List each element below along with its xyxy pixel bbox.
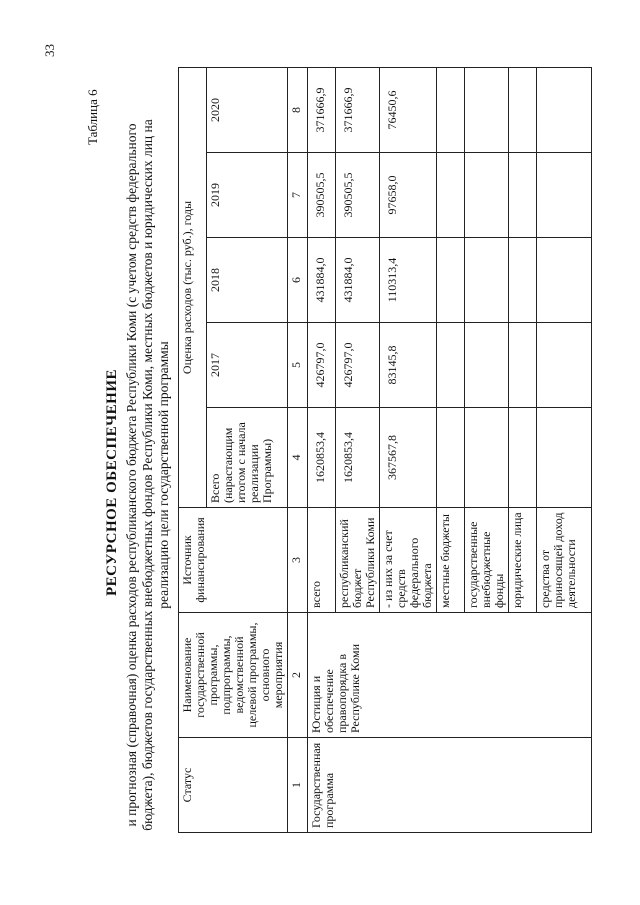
header-source: Источник финансирования bbox=[179, 508, 288, 613]
total-cell bbox=[509, 408, 537, 508]
header-2017: 2017 bbox=[207, 323, 288, 408]
header-2018: 2018 bbox=[207, 238, 288, 323]
y2017-cell bbox=[509, 323, 537, 408]
header-2020: 2020 bbox=[207, 67, 288, 152]
y2018-cell: 110313,4 bbox=[380, 238, 437, 323]
source-cell: средства от приносящей доход деятельности bbox=[537, 508, 592, 613]
y2020-cell bbox=[465, 67, 509, 152]
document-subtitle: и прогнозная (справочная) оценка расходов республиканского бюджета Республики Коми (с учетом средств федерального бюджета), бюджетов государственных внебюджетных фондов Республики Коми, местных бюджетов и юридических лиц на реализацию цели государственной программы bbox=[124, 119, 171, 831]
total-cell: 1620853,4 bbox=[308, 408, 336, 508]
y2018-cell bbox=[537, 238, 592, 323]
source-cell: республиканский бюджет Республики Коми bbox=[336, 508, 380, 613]
col-number: 6 bbox=[288, 238, 308, 323]
y2019-cell bbox=[465, 153, 509, 238]
resource-table bbox=[178, 67, 592, 833]
y2019-cell: 390505,5 bbox=[308, 153, 336, 238]
y2018-cell bbox=[437, 238, 465, 323]
y2020-cell: 76450,6 bbox=[380, 67, 437, 152]
document-title: РЕСУРСНОЕ ОБЕСПЕЧЕНИЕ bbox=[104, 368, 120, 597]
rotated-page bbox=[0, 44, 640, 905]
col-number: 8 bbox=[288, 67, 308, 152]
col-number: 7 bbox=[288, 153, 308, 238]
y2020-cell bbox=[437, 67, 465, 152]
y2017-cell bbox=[437, 323, 465, 408]
y2020-cell: 371666,9 bbox=[308, 67, 336, 152]
source-cell: местные бюджеты bbox=[437, 508, 465, 613]
col-number: 5 bbox=[288, 323, 308, 408]
total-cell: 1620853,4 bbox=[336, 408, 380, 508]
header-status: Статус bbox=[179, 738, 288, 833]
table-tag: Таблица 6 bbox=[85, 89, 100, 145]
y2020-cell bbox=[537, 67, 592, 152]
source-cell: юридические лица bbox=[509, 508, 537, 613]
total-cell bbox=[465, 408, 509, 508]
y2017-cell: 83145,8 bbox=[380, 323, 437, 408]
y2019-cell: 390505,5 bbox=[336, 153, 380, 238]
y2017-cell: 426797,0 bbox=[336, 323, 380, 408]
total-cell bbox=[437, 408, 465, 508]
y2017-cell bbox=[537, 323, 592, 408]
col-number: 2 bbox=[288, 613, 308, 738]
y2017-cell: 426797,0 bbox=[308, 323, 336, 408]
total-cell: 367567,8 bbox=[380, 408, 437, 508]
col-number: 1 bbox=[288, 738, 308, 833]
y2018-cell: 431884,0 bbox=[336, 238, 380, 323]
y2017-cell bbox=[465, 323, 509, 408]
y2018-cell: 431884,0 bbox=[308, 238, 336, 323]
col-number: 3 bbox=[288, 508, 308, 613]
source-cell: государственные внебюджетные фонды bbox=[465, 508, 509, 613]
page-number: 33 bbox=[42, 44, 57, 57]
y2020-cell bbox=[509, 67, 537, 152]
y2018-cell bbox=[509, 238, 537, 323]
y2019-cell: 97658,0 bbox=[380, 153, 437, 238]
status-cell: Государственная программа bbox=[308, 738, 592, 833]
col-number: 4 bbox=[288, 408, 308, 508]
y2019-cell bbox=[537, 153, 592, 238]
source-cell: - из них за счет средств федерального бюджета bbox=[380, 508, 437, 613]
source-cell: всего bbox=[308, 508, 336, 613]
header-estimate: Оценка расходов (тыс. руб.), годы bbox=[179, 67, 207, 507]
header-total: Всего (нарастающим итогом с начала реализации Программы) bbox=[207, 408, 288, 508]
y2019-cell bbox=[509, 153, 537, 238]
program-name-cell: Юстиция и обеспечение правопорядка в Республике Коми bbox=[308, 613, 592, 738]
column-numbers-row bbox=[288, 67, 308, 832]
y2019-cell bbox=[437, 153, 465, 238]
header-name: Наименование государственной программы, подпрограммы, ведомственной целевой программы, основного мероприятия bbox=[179, 613, 288, 738]
total-cell bbox=[537, 408, 592, 508]
y2020-cell: 371666,9 bbox=[336, 67, 380, 152]
y2018-cell bbox=[465, 238, 509, 323]
header-2019: 2019 bbox=[207, 153, 288, 238]
table-row bbox=[308, 67, 336, 832]
